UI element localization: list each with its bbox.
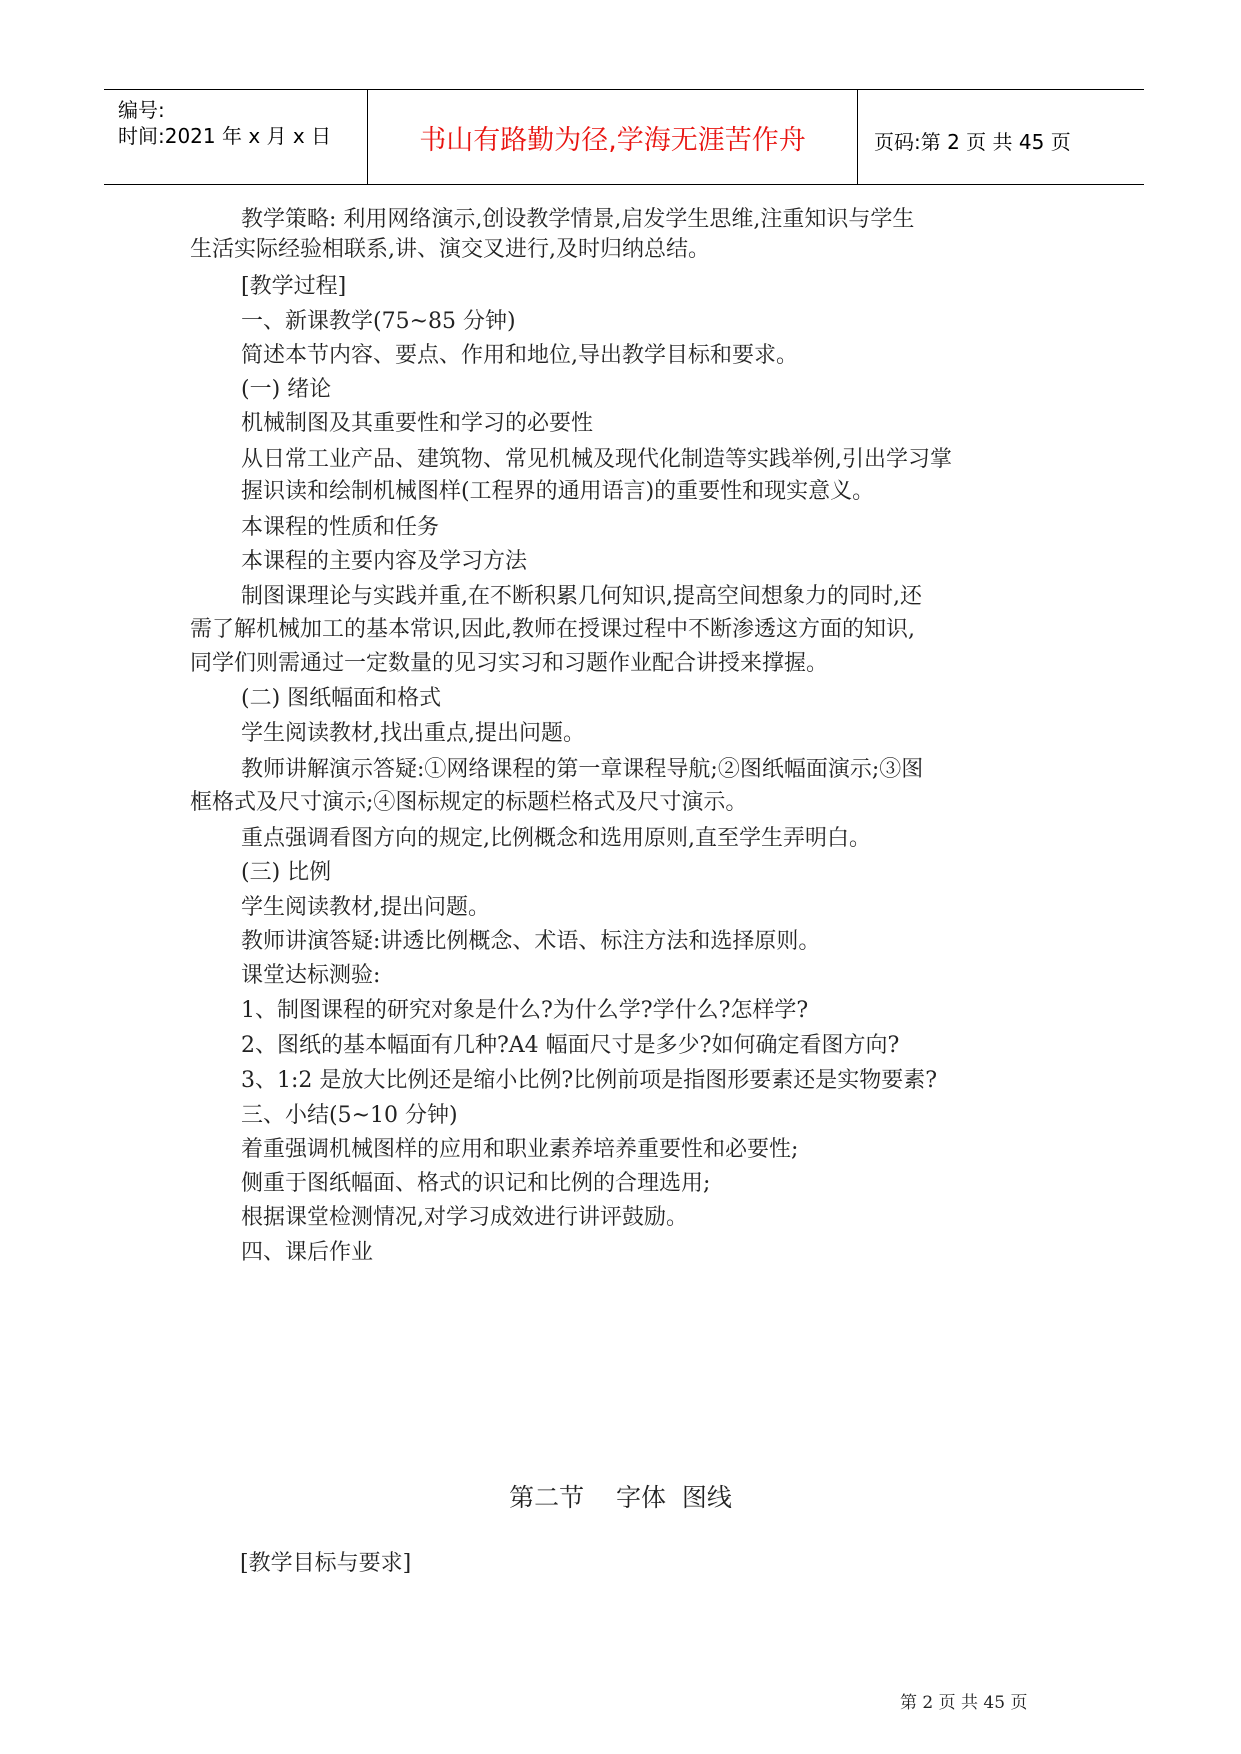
body-line: 从日常工业产品、建筑物、常见机械及现代化制造等实践举例,引出学习掌 bbox=[241, 447, 952, 472]
body-line: 3、1:2 是放大比例还是缩小比例?比例前项是指图形要素还是实物要素? bbox=[241, 1068, 937, 1093]
body-line: 1、制图课程的研究对象是什么?为什么学?学什么?怎样学? bbox=[241, 998, 809, 1023]
body-line: 四、课后作业 bbox=[241, 1240, 374, 1265]
document-time-label: 时间:2021 年 x 月 x 日 bbox=[118, 124, 332, 148]
body-line: 学生阅读教材,提出问题。 bbox=[241, 895, 490, 920]
body-line: 本课程的性质和任务 bbox=[241, 515, 440, 540]
page-footer: 第 2 页 共 45 页 bbox=[900, 1693, 1028, 1713]
body-line: 侧重于图纸幅面、格式的识记和比例的合理选用; bbox=[241, 1171, 711, 1196]
body-line: (一) 绪论 bbox=[241, 377, 332, 402]
body-line: 同学们则需通过一定数量的见习实习和习题作业配合讲授来撑握。 bbox=[190, 651, 829, 676]
body-line: 框格式及尺寸演示;④图标规定的标题栏格式及尺寸演示。 bbox=[190, 790, 748, 815]
document-number-label: 编号: bbox=[118, 98, 165, 122]
body-line: 教师讲解演示答疑:①网络课程的第一章课程导航;②图纸幅面演示;③图 bbox=[241, 757, 924, 782]
header-info-cell bbox=[104, 90, 368, 184]
header-page-cell bbox=[858, 90, 1144, 184]
body-line: 机械制图及其重要性和学习的必要性 bbox=[241, 411, 594, 436]
header-page-number: 页码:第 2 页 共 45 页 bbox=[874, 130, 1071, 154]
subsection-title: [教学目标与要求] bbox=[240, 1551, 412, 1576]
body-line: 学生阅读教材,找出重点,提出问题。 bbox=[241, 721, 585, 746]
body-line: [教学过程] bbox=[241, 274, 347, 299]
body-line: 课堂达标测验: bbox=[241, 963, 381, 988]
header-motto: 书山有路勤为径,学海无涯苦作舟 bbox=[419, 125, 806, 156]
header-motto-cell bbox=[368, 90, 858, 184]
body-line: (二) 图纸幅面和格式 bbox=[241, 686, 442, 711]
body-line: 三、小结(5~10 分钟) bbox=[241, 1103, 458, 1128]
section-title: 第二节 字体 图线 bbox=[509, 1483, 732, 1512]
body-line: 2、图纸的基本幅面有几种?A4 幅面尺寸是多少?如何确定看图方向? bbox=[241, 1033, 900, 1058]
body-line: 生活实际经验相联系,讲、演交叉进行,及时归纳总结。 bbox=[190, 237, 710, 262]
body-line: 根据课堂检测情况,对学习成效进行讲评鼓励。 bbox=[241, 1205, 688, 1230]
body-line: 简述本节内容、要点、作用和地位,导出教学目标和要求。 bbox=[241, 343, 798, 368]
body-line: 教学策略: 利用网络演示,创设教学情景,启发学生思维,注重知识与学生 bbox=[241, 207, 915, 232]
body-line: 握识读和绘制机械图样(工程界的通用语言)的重要性和现实意义。 bbox=[241, 479, 875, 504]
body-line: 教师讲演答疑:讲透比例概念、术语、标注方法和选择原则。 bbox=[241, 929, 821, 954]
body-line: 一、新课教学(75~85 分钟) bbox=[241, 309, 516, 334]
body-line: 制图课理论与实践并重,在不断积累几何知识,提高空间想象力的同时,还 bbox=[241, 584, 922, 609]
body-line: (三) 比例 bbox=[241, 860, 332, 885]
body-line: 着重强调机械图样的应用和职业素养培养重要性和必要性; bbox=[241, 1137, 799, 1162]
body-line: 本课程的主要内容及学习方法 bbox=[241, 549, 528, 574]
page-header bbox=[104, 89, 1144, 185]
body-line: 需了解机械加工的基本常识,因此,教师在授课过程中不断渗透这方面的知识, bbox=[190, 617, 915, 642]
body-line: 重点强调看图方向的规定,比例概念和选用原则,直至学生弄明白。 bbox=[241, 826, 871, 851]
